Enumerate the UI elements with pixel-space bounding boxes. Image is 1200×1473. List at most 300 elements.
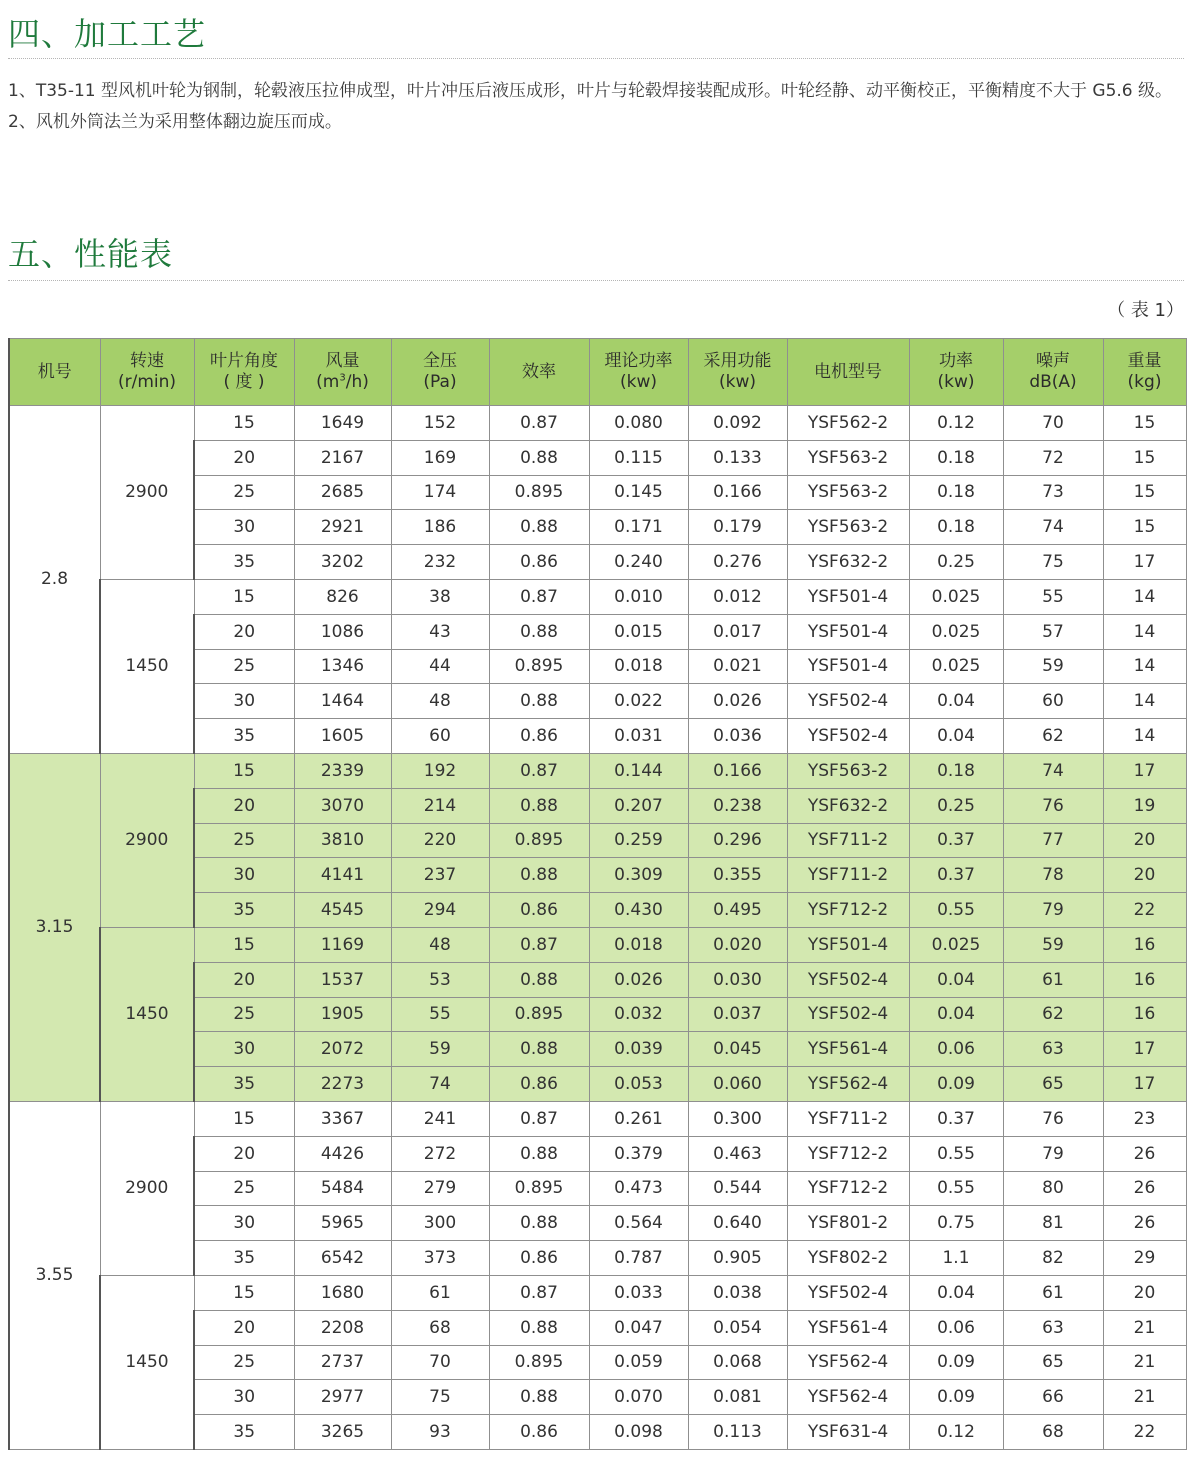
cell-efficiency: 0.87 <box>489 406 589 441</box>
header-motor-model: 电机型号 <box>787 339 909 406</box>
cell-motor-model: YSF562-4 <box>787 1345 909 1380</box>
cell-efficiency: 0.88 <box>489 858 589 893</box>
cell-theoretical-power: 0.070 <box>589 1380 688 1415</box>
cell-airflow: 2072 <box>294 1032 391 1067</box>
table-row <box>9 579 1186 614</box>
cell-adopted-power: 0.300 <box>688 1101 787 1136</box>
cell-blade-angle: 30 <box>194 684 294 719</box>
cell-airflow: 3367 <box>294 1101 391 1136</box>
cell-adopted-power: 0.133 <box>688 440 787 475</box>
cell-blade-angle: 20 <box>194 962 294 997</box>
cell-pressure: 68 <box>391 1310 489 1345</box>
cell-weight: 14 <box>1103 649 1186 684</box>
cell-theoretical-power: 0.053 <box>589 1067 688 1102</box>
cell-adopted-power: 0.544 <box>688 1171 787 1206</box>
cell-blade-angle: 30 <box>194 1032 294 1067</box>
cell-efficiency: 0.87 <box>489 1101 589 1136</box>
cell-adopted-power: 0.296 <box>688 823 787 858</box>
cell-motor-power: 0.04 <box>909 997 1003 1032</box>
cell-noise: 65 <box>1003 1067 1103 1102</box>
cell-weight: 14 <box>1103 719 1186 754</box>
cell-weight: 26 <box>1103 1206 1186 1241</box>
cell-efficiency: 0.88 <box>489 440 589 475</box>
cell-blade-angle: 15 <box>194 579 294 614</box>
cell-speed: 1450 <box>100 579 194 753</box>
cell-theoretical-power: 0.098 <box>589 1415 688 1450</box>
cell-blade-angle: 20 <box>194 788 294 823</box>
cell-blade-angle: 30 <box>194 858 294 893</box>
list-item <box>8 76 1188 107</box>
cell-theoretical-power: 0.018 <box>589 927 688 962</box>
cell-theoretical-power: 0.080 <box>589 406 688 441</box>
cell-motor-power: 0.37 <box>909 1101 1003 1136</box>
cell-motor-model: YSF711-2 <box>787 858 909 893</box>
cell-motor-model: YSF561-4 <box>787 1310 909 1345</box>
cell-weight: 20 <box>1103 823 1186 858</box>
cell-airflow: 2339 <box>294 753 391 788</box>
cell-blade-angle: 30 <box>194 510 294 545</box>
cell-motor-model: YSF501-4 <box>787 614 909 649</box>
cell-speed: 1450 <box>100 927 194 1101</box>
list-item-text: T35-11 型风机叶轮为钢制，轮毂液压拉伸成型，叶片冲压后液压成形，叶片与轮毂焊接装配成形。叶轮经静、动平衡校正，平衡精度不大于 G5.6 级。 <box>35 81 1173 101</box>
cell-speed: 2900 <box>100 1101 194 1275</box>
cell-blade-angle: 30 <box>194 1380 294 1415</box>
cell-blade-angle: 25 <box>194 823 294 858</box>
cell-weight: 21 <box>1103 1310 1186 1345</box>
cell-noise: 80 <box>1003 1171 1103 1206</box>
section-title-processing: 四、加工工艺 <box>8 15 207 53</box>
cell-motor-model: YSF563-2 <box>787 753 909 788</box>
cell-motor-model: YSF561-4 <box>787 1032 909 1067</box>
cell-theoretical-power: 0.022 <box>589 684 688 719</box>
cell-pressure: 38 <box>391 579 489 614</box>
cell-adopted-power: 0.060 <box>688 1067 787 1102</box>
cell-noise: 77 <box>1003 823 1103 858</box>
cell-motor-power: 0.37 <box>909 823 1003 858</box>
cell-blade-angle: 25 <box>194 1171 294 1206</box>
cell-pressure: 60 <box>391 719 489 754</box>
cell-motor-model: YSF562-4 <box>787 1380 909 1415</box>
cell-pressure: 237 <box>391 858 489 893</box>
cell-motor-power: 0.04 <box>909 962 1003 997</box>
cell-efficiency: 0.87 <box>489 579 589 614</box>
cell-motor-power: 0.04 <box>909 719 1003 754</box>
cell-adopted-power: 0.037 <box>688 997 787 1032</box>
cell-motor-power: 0.18 <box>909 510 1003 545</box>
cell-noise: 79 <box>1003 893 1103 928</box>
cell-theoretical-power: 0.033 <box>589 1275 688 1310</box>
section-title-performance: 五、性能表 <box>8 235 174 273</box>
header-motor-power: 功率 (kw) <box>909 339 1003 406</box>
cell-adopted-power: 0.081 <box>688 1380 787 1415</box>
cell-efficiency: 0.88 <box>489 1206 589 1241</box>
cell-motor-model: YSF501-4 <box>787 927 909 962</box>
cell-noise: 65 <box>1003 1345 1103 1380</box>
header-adopted-power: 采用功能 (kw) <box>688 339 787 406</box>
cell-motor-model: YSF502-4 <box>787 997 909 1032</box>
cell-motor-model: YSF712-2 <box>787 893 909 928</box>
cell-adopted-power: 0.030 <box>688 962 787 997</box>
cell-blade-angle: 20 <box>194 1310 294 1345</box>
cell-noise: 82 <box>1003 1241 1103 1276</box>
cell-airflow: 2737 <box>294 1345 391 1380</box>
cell-theoretical-power: 0.171 <box>589 510 688 545</box>
cell-efficiency: 0.87 <box>489 1275 589 1310</box>
cell-weight: 16 <box>1103 997 1186 1032</box>
cell-motor-power: 0.09 <box>909 1067 1003 1102</box>
cell-blade-angle: 35 <box>194 1067 294 1102</box>
cell-motor-model: YSF501-4 <box>787 579 909 614</box>
cell-adopted-power: 0.276 <box>688 545 787 580</box>
cell-pressure: 294 <box>391 893 489 928</box>
cell-weight: 19 <box>1103 788 1186 823</box>
cell-motor-power: 0.55 <box>909 1171 1003 1206</box>
cell-adopted-power: 0.017 <box>688 614 787 649</box>
cell-pressure: 214 <box>391 788 489 823</box>
cell-theoretical-power: 0.564 <box>589 1206 688 1241</box>
cell-airflow: 1169 <box>294 927 391 962</box>
cell-pressure: 300 <box>391 1206 489 1241</box>
cell-adopted-power: 0.179 <box>688 510 787 545</box>
cell-theoretical-power: 0.018 <box>589 649 688 684</box>
cell-noise: 61 <box>1003 962 1103 997</box>
cell-pressure: 186 <box>391 510 489 545</box>
header-airflow: 风量 $(m^3/h)$ <box>294 339 391 406</box>
cell-noise: 61 <box>1003 1275 1103 1310</box>
cell-weight: 16 <box>1103 962 1186 997</box>
cell-adopted-power: 0.054 <box>688 1310 787 1345</box>
cell-motor-model: YSF632-2 <box>787 545 909 580</box>
cell-airflow: 3810 <box>294 823 391 858</box>
cell-airflow: 1346 <box>294 649 391 684</box>
cell-airflow: 2685 <box>294 475 391 510</box>
cell-noise: 72 <box>1003 440 1103 475</box>
cell-noise: 59 <box>1003 649 1103 684</box>
cell-airflow: 1905 <box>294 997 391 1032</box>
cell-blade-angle: 25 <box>194 649 294 684</box>
cell-motor-power: 0.06 <box>909 1032 1003 1067</box>
section-divider <box>8 58 1184 59</box>
cell-noise: 66 <box>1003 1380 1103 1415</box>
cell-efficiency: 0.88 <box>489 614 589 649</box>
cell-pressure: 93 <box>391 1415 489 1450</box>
cell-airflow: 2977 <box>294 1380 391 1415</box>
performance-table <box>8 338 1187 1450</box>
cell-motor-model: YSF712-2 <box>787 1136 909 1171</box>
cell-motor-power: 0.18 <box>909 440 1003 475</box>
cell-theoretical-power: 0.309 <box>589 858 688 893</box>
cell-motor-power: 0.06 <box>909 1310 1003 1345</box>
cell-pressure: 74 <box>391 1067 489 1102</box>
cell-efficiency: 0.88 <box>489 788 589 823</box>
cell-adopted-power: 0.092 <box>688 406 787 441</box>
cell-adopted-power: 0.463 <box>688 1136 787 1171</box>
cell-airflow: 2921 <box>294 510 391 545</box>
cell-airflow: 2208 <box>294 1310 391 1345</box>
cell-efficiency: 0.895 <box>489 1345 589 1380</box>
cell-motor-model: YSF563-2 <box>787 440 909 475</box>
cell-blade-angle: 35 <box>194 545 294 580</box>
cell-airflow: 1464 <box>294 684 391 719</box>
cell-pressure: 169 <box>391 440 489 475</box>
cell-noise: 73 <box>1003 475 1103 510</box>
cell-efficiency: 0.86 <box>489 719 589 754</box>
cell-airflow: 1605 <box>294 719 391 754</box>
cell-motor-power: 0.09 <box>909 1380 1003 1415</box>
cell-noise: 76 <box>1003 788 1103 823</box>
header-total-pressure: 全压 (Pa) <box>391 339 489 406</box>
cell-efficiency: 0.895 <box>489 1171 589 1206</box>
cell-adopted-power: 0.020 <box>688 927 787 962</box>
list-item-number: 2、 <box>8 112 36 132</box>
cell-motor-power: 0.025 <box>909 927 1003 962</box>
cell-weight: 17 <box>1103 1032 1186 1067</box>
cell-theoretical-power: 0.259 <box>589 823 688 858</box>
cell-airflow: 4426 <box>294 1136 391 1171</box>
cell-theoretical-power: 0.430 <box>589 893 688 928</box>
cell-motor-model: YSF563-2 <box>787 510 909 545</box>
cell-blade-angle: 25 <box>194 997 294 1032</box>
cell-weight: 22 <box>1103 893 1186 928</box>
cell-airflow: 1086 <box>294 614 391 649</box>
cell-motor-power: 0.09 <box>909 1345 1003 1380</box>
cell-noise: 79 <box>1003 1136 1103 1171</box>
cell-pressure: 53 <box>391 962 489 997</box>
cell-motor-model: YSF711-2 <box>787 1101 909 1136</box>
cell-airflow: 3202 <box>294 545 391 580</box>
cell-weight: 16 <box>1103 927 1186 962</box>
cell-theoretical-power: 0.379 <box>589 1136 688 1171</box>
cell-efficiency: 0.86 <box>489 1415 589 1450</box>
cell-model: 3.15 <box>9 753 100 1101</box>
cell-adopted-power: 0.905 <box>688 1241 787 1276</box>
header-efficiency: 效率 <box>489 339 589 406</box>
cell-weight: 15 <box>1103 406 1186 441</box>
cell-weight: 15 <box>1103 475 1186 510</box>
cell-efficiency: 0.88 <box>489 1032 589 1067</box>
header-model: 机号 <box>9 339 100 406</box>
cell-motor-model: YSF562-2 <box>787 406 909 441</box>
cell-motor-model: YSF502-4 <box>787 1275 909 1310</box>
cell-blade-angle: 35 <box>194 1241 294 1276</box>
cell-motor-power: 0.025 <box>909 649 1003 684</box>
cell-adopted-power: 0.012 <box>688 579 787 614</box>
cell-noise: 55 <box>1003 579 1103 614</box>
cell-pressure: 48 <box>391 927 489 962</box>
cell-pressure: 44 <box>391 649 489 684</box>
cell-weight: 20 <box>1103 1275 1186 1310</box>
cell-noise: 60 <box>1003 684 1103 719</box>
cell-weight: 15 <box>1103 440 1186 475</box>
cell-weight: 15 <box>1103 510 1186 545</box>
cell-pressure: 61 <box>391 1275 489 1310</box>
cell-motor-model: YSF631-4 <box>787 1415 909 1450</box>
cell-adopted-power: 0.036 <box>688 719 787 754</box>
cell-theoretical-power: 0.473 <box>589 1171 688 1206</box>
cell-efficiency: 0.895 <box>489 823 589 858</box>
cell-airflow: 3265 <box>294 1415 391 1450</box>
cell-motor-power: 0.025 <box>909 614 1003 649</box>
cell-theoretical-power: 0.039 <box>589 1032 688 1067</box>
cell-noise: 63 <box>1003 1310 1103 1345</box>
cell-motor-model: YSF562-4 <box>787 1067 909 1102</box>
cell-motor-power: 0.18 <box>909 753 1003 788</box>
cell-motor-model: YSF502-4 <box>787 719 909 754</box>
cell-theoretical-power: 0.047 <box>589 1310 688 1345</box>
table-row <box>9 927 1186 962</box>
cell-adopted-power: 0.495 <box>688 893 787 928</box>
cell-noise: 78 <box>1003 858 1103 893</box>
cell-motor-model: YSF502-4 <box>787 684 909 719</box>
header-noise: 噪声 dB(A) <box>1003 339 1103 406</box>
cell-efficiency: 0.895 <box>489 649 589 684</box>
cell-pressure: 43 <box>391 614 489 649</box>
cell-adopted-power: 0.026 <box>688 684 787 719</box>
cell-motor-power: 0.12 <box>909 1415 1003 1450</box>
cell-adopted-power: 0.045 <box>688 1032 787 1067</box>
cell-noise: 81 <box>1003 1206 1103 1241</box>
cell-efficiency: 0.86 <box>489 1241 589 1276</box>
cell-motor-model: YSF802-2 <box>787 1241 909 1276</box>
cell-noise: 70 <box>1003 406 1103 441</box>
cell-adopted-power: 0.238 <box>688 788 787 823</box>
cell-blade-angle: 25 <box>194 475 294 510</box>
cell-motor-power: 0.25 <box>909 545 1003 580</box>
cell-pressure: 55 <box>391 997 489 1032</box>
cell-efficiency: 0.88 <box>489 1136 589 1171</box>
cell-motor-model: YSF501-4 <box>787 649 909 684</box>
cell-weight: 14 <box>1103 579 1186 614</box>
cell-pressure: 48 <box>391 684 489 719</box>
cell-theoretical-power: 0.261 <box>589 1101 688 1136</box>
cell-airflow: 2273 <box>294 1067 391 1102</box>
cell-noise: 62 <box>1003 997 1103 1032</box>
cell-weight: 21 <box>1103 1345 1186 1380</box>
cell-motor-power: 0.55 <box>909 893 1003 928</box>
cell-weight: 17 <box>1103 545 1186 580</box>
cell-motor-power: 0.25 <box>909 788 1003 823</box>
cell-pressure: 373 <box>391 1241 489 1276</box>
cell-noise: 74 <box>1003 510 1103 545</box>
cell-efficiency: 0.88 <box>489 1380 589 1415</box>
cell-pressure: 59 <box>391 1032 489 1067</box>
cell-airflow: 5484 <box>294 1171 391 1206</box>
cell-noise: 62 <box>1003 719 1103 754</box>
table-row <box>9 406 1186 441</box>
cell-adopted-power: 0.166 <box>688 475 787 510</box>
cell-airflow: 826 <box>294 579 391 614</box>
header-theoretical-power: 理论功率 (kw) <box>589 339 688 406</box>
cell-efficiency: 0.895 <box>489 475 589 510</box>
table-body <box>9 406 1186 1450</box>
cell-blade-angle: 25 <box>194 1345 294 1380</box>
cell-weight: 14 <box>1103 684 1186 719</box>
cell-weight: 17 <box>1103 753 1186 788</box>
cell-adopted-power: 0.113 <box>688 1415 787 1450</box>
cell-efficiency: 0.895 <box>489 997 589 1032</box>
cell-efficiency: 0.88 <box>489 1310 589 1345</box>
cell-motor-model: YSF801-2 <box>787 1206 909 1241</box>
cell-adopted-power: 0.640 <box>688 1206 787 1241</box>
cell-efficiency: 0.87 <box>489 927 589 962</box>
processing-list <box>8 76 1188 138</box>
table-row <box>9 1101 1186 1136</box>
cell-efficiency: 0.86 <box>489 893 589 928</box>
cell-adopted-power: 0.166 <box>688 753 787 788</box>
cell-motor-power: 0.37 <box>909 858 1003 893</box>
cell-pressure: 279 <box>391 1171 489 1206</box>
cell-adopted-power: 0.355 <box>688 858 787 893</box>
cell-noise: 57 <box>1003 614 1103 649</box>
cell-theoretical-power: 0.240 <box>589 545 688 580</box>
cell-noise: 63 <box>1003 1032 1103 1067</box>
cell-noise: 74 <box>1003 753 1103 788</box>
table-caption: （ 表 1） <box>1107 300 1184 321</box>
cell-motor-model: YSF502-4 <box>787 962 909 997</box>
cell-pressure: 220 <box>391 823 489 858</box>
cell-blade-angle: 15 <box>194 927 294 962</box>
cell-noise: 68 <box>1003 1415 1103 1450</box>
cell-efficiency: 0.87 <box>489 753 589 788</box>
cell-theoretical-power: 0.145 <box>589 475 688 510</box>
cell-blade-angle: 15 <box>194 753 294 788</box>
cell-adopted-power: 0.021 <box>688 649 787 684</box>
cell-pressure: 75 <box>391 1380 489 1415</box>
cell-noise: 59 <box>1003 927 1103 962</box>
cell-theoretical-power: 0.144 <box>589 753 688 788</box>
cell-blade-angle: 35 <box>194 719 294 754</box>
cell-airflow: 1649 <box>294 406 391 441</box>
cell-pressure: 152 <box>391 406 489 441</box>
cell-airflow: 3070 <box>294 788 391 823</box>
cell-blade-angle: 35 <box>194 1415 294 1450</box>
table-row <box>9 1275 1186 1310</box>
cell-motor-model: YSF711-2 <box>787 823 909 858</box>
cell-weight: 22 <box>1103 1415 1186 1450</box>
cell-weight: 21 <box>1103 1380 1186 1415</box>
cell-motor-power: 0.75 <box>909 1206 1003 1241</box>
cell-efficiency: 0.88 <box>489 962 589 997</box>
cell-theoretical-power: 0.207 <box>589 788 688 823</box>
cell-motor-power: 1.1 <box>909 1241 1003 1276</box>
cell-blade-angle: 30 <box>194 1206 294 1241</box>
cell-airflow: 2167 <box>294 440 391 475</box>
cell-airflow: 1537 <box>294 962 391 997</box>
cell-weight: 14 <box>1103 614 1186 649</box>
cell-airflow: 6542 <box>294 1241 391 1276</box>
cell-airflow: 5965 <box>294 1206 391 1241</box>
cell-efficiency: 0.88 <box>489 510 589 545</box>
cell-blade-angle: 35 <box>194 893 294 928</box>
cell-motor-model: YSF632-2 <box>787 788 909 823</box>
cell-blade-angle: 15 <box>194 1101 294 1136</box>
cell-weight: 26 <box>1103 1136 1186 1171</box>
cell-motor-power: 0.12 <box>909 406 1003 441</box>
cell-theoretical-power: 0.115 <box>589 440 688 475</box>
cell-adopted-power: 0.068 <box>688 1345 787 1380</box>
cell-efficiency: 0.88 <box>489 684 589 719</box>
cell-airflow: 4545 <box>294 893 391 928</box>
cell-blade-angle: 20 <box>194 440 294 475</box>
cell-speed: 2900 <box>100 753 194 927</box>
cell-adopted-power: 0.038 <box>688 1275 787 1310</box>
header-weight: 重量 (kg) <box>1103 339 1186 406</box>
list-item-number: 1、 <box>8 81 36 101</box>
cell-motor-power: 0.025 <box>909 579 1003 614</box>
cell-airflow: 1680 <box>294 1275 391 1310</box>
cell-blade-angle: 15 <box>194 406 294 441</box>
header-blade-angle: 叶片角度 ( 度 ) <box>194 339 294 406</box>
